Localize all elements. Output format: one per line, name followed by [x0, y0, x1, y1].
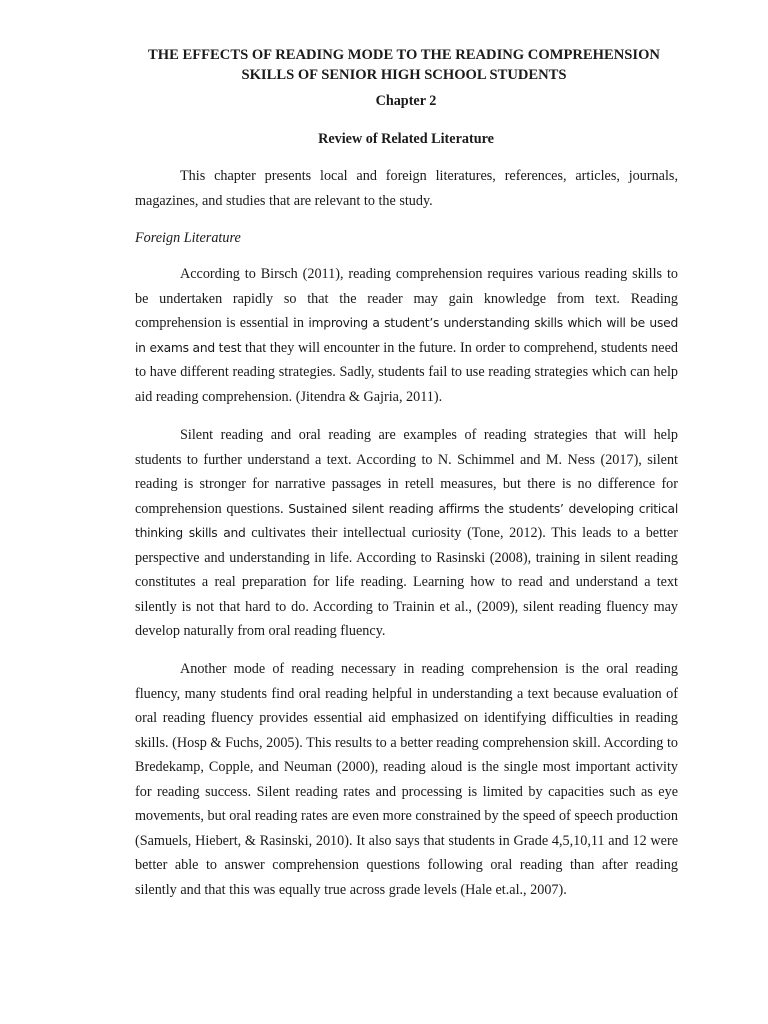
document-title-line-2: SKILLS OF SENIOR HIGH SCHOOL STUDENTS	[241, 67, 567, 83]
paragraph-silent-reading	[135, 423, 678, 644]
intro-paragraph: This chapter presents local and foreign literatures, references, articles, journals, magazines, and studies that are relevant to the study.	[135, 168, 678, 209]
chapter-heading: Chapter 2	[375, 93, 437, 109]
subheading-foreign-literature: Foreign Literature	[135, 230, 241, 246]
paragraph-birsch	[135, 262, 678, 409]
paragraph-silent-text-1: Silent reading and oral reading are examples of reading strategies that will help students to further understand a text. According to N. Schimmel and M. Ness (2017), silent reading is stronger for narrative passages in retell measures, but there is no difference for comprehension questions.	[135, 427, 678, 517]
paragraph-silent-text-2: cultivates their intellectual curiosity (Tone, 2012). This leads to a better perspective and understanding in life. According to Rasinski (2008), training in silent reading constitutes a real preparation for life reading. Learning how to read and understand a text silently is not that hard to do. According to Trainin et al., (2009), silent reading fluency may develop naturally from oral reading fluency.	[135, 525, 678, 639]
paragraph-oral-reading: Another mode of reading necessary in reading comprehension is the oral reading fluency, many students find oral reading helpful in understanding a text because evaluation of oral reading fluency provides essential aid emphasized on identifying difficulties in reading skills. (Hosp & Fuchs, 2005). This results to a better reading comprehension skill. According to Bredekamp, Copple, and Neuman (2000), reading aloud is the single most important activity for reading success. Silent reading rates and processing is limited by capacities such as eye movements, but oral reading rates are even more constrained by the speed of speech production (Samuels, Hiebert, & Rasinski, 2010). It also says that students in Grade 4,5,10,11 and 12 were better able to answer comprehension questions following oral reading than after reading silently and that this was equally true across grade levels (Hale et.al., 2007).	[135, 661, 678, 898]
paragraph-birsch-text-2: that they will encounter in the future. In order to comprehend, students need to have different reading strategies. Sadly, students fail to use reading strategies which can help aid reading comprehension. (Jitendra & Gajria, 2011).	[135, 339, 678, 405]
document-title-line-1: THE EFFECTS OF READING MODE TO THE READING COMPREHENSION	[148, 47, 660, 63]
document-title	[120, 45, 688, 85]
paragraph-silent-mixed-font-text: Sustained silent reading affirms the students’ developing critical thinking skills and	[135, 501, 678, 540]
paragraph-birsch-mixed-font-text: improving a student’s understanding skills which will be used in exams and test	[135, 316, 678, 355]
section-title: Review of Related Literature	[318, 131, 494, 147]
paragraph-birsch-text-1: According to Birsch (2011), reading comprehension requires various reading skills to be undertaken rapidly so that the reader may gain knowledge from text. Reading comprehension is essential in	[135, 266, 678, 331]
